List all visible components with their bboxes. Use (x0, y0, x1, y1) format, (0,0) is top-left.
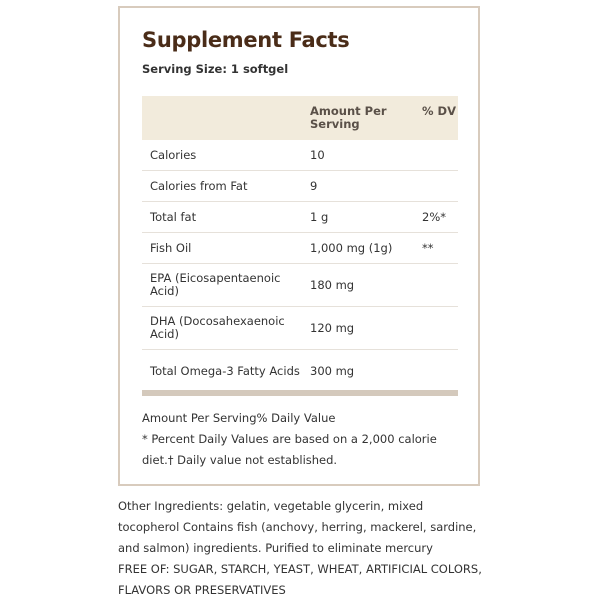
footnote-daily-values: * Percent Daily Values are based on a 2,000 calorie diet.† Daily value not established. (142, 432, 437, 467)
supplement-facts-panel (118, 6, 480, 486)
nutrient-name: Total fat (142, 202, 302, 233)
table-row (142, 202, 458, 233)
table-header-row (142, 96, 458, 140)
other-ingredients (118, 496, 484, 601)
table-row (142, 233, 458, 264)
panel-title: Supplement Facts (142, 28, 350, 52)
supplement-facts-table (142, 96, 458, 392)
nutrient-name: DHA (Docosahexaenoic Acid) (142, 307, 302, 350)
nutrient-name: Fish Oil (142, 233, 302, 264)
nutrient-amount: 10 (302, 140, 414, 171)
nutrient-name: EPA (Eicosapentaenoic Acid) (142, 264, 302, 307)
table-row (142, 140, 458, 171)
table-row (142, 350, 458, 393)
nutrient-dv (414, 264, 458, 307)
footnote-legend: Amount Per Serving% Daily Value (142, 411, 336, 425)
header-percent-dv: % DV (414, 96, 458, 140)
ingredients-text: Other Ingredients: gelatin, vegetable glycerin, mixed tocopherol Contains fish (anchovy, herring, mackerel, sardine, and salmon) ingredients. Purified to eliminate mercury (118, 499, 477, 555)
serving-size: Serving Size: 1 softgel (142, 62, 289, 76)
nutrient-amount: 300 mg (310, 363, 355, 378)
nutrient-dv: 2%* (414, 202, 458, 233)
nutrient-name: Calories (142, 140, 302, 171)
nutrient-dv (414, 140, 458, 171)
nutrient-amount: 180 mg (302, 264, 414, 307)
footnotes (142, 408, 458, 471)
nutrient-amount: 1,000 mg (1g) (302, 233, 414, 264)
nutrient-amount: 9 (302, 171, 414, 202)
nutrient-name: Calories from Fat (142, 171, 302, 202)
header-nutrient (142, 96, 302, 140)
nutrient-name: Total Omega-3 Fatty Acids (150, 363, 300, 378)
nutrient-amount: 120 mg (302, 307, 414, 350)
header-amount-per-serving: Amount Per Serving (302, 96, 414, 140)
nutrient-amount: 1 g (302, 202, 414, 233)
nutrient-dv: ** (414, 233, 458, 264)
nutrient-dv (414, 171, 458, 202)
table-bottom-bar (142, 390, 458, 396)
table-row (142, 171, 458, 202)
nutrient-dv (414, 350, 458, 393)
nutrient-dv (414, 307, 458, 350)
table-row (142, 264, 458, 307)
table-row (142, 307, 458, 350)
free-of-text: FREE OF: SUGAR, STARCH, YEAST, WHEAT, ARTIFICIAL COLORS, FLAVORS OR PRESERVATIVES (118, 562, 482, 597)
